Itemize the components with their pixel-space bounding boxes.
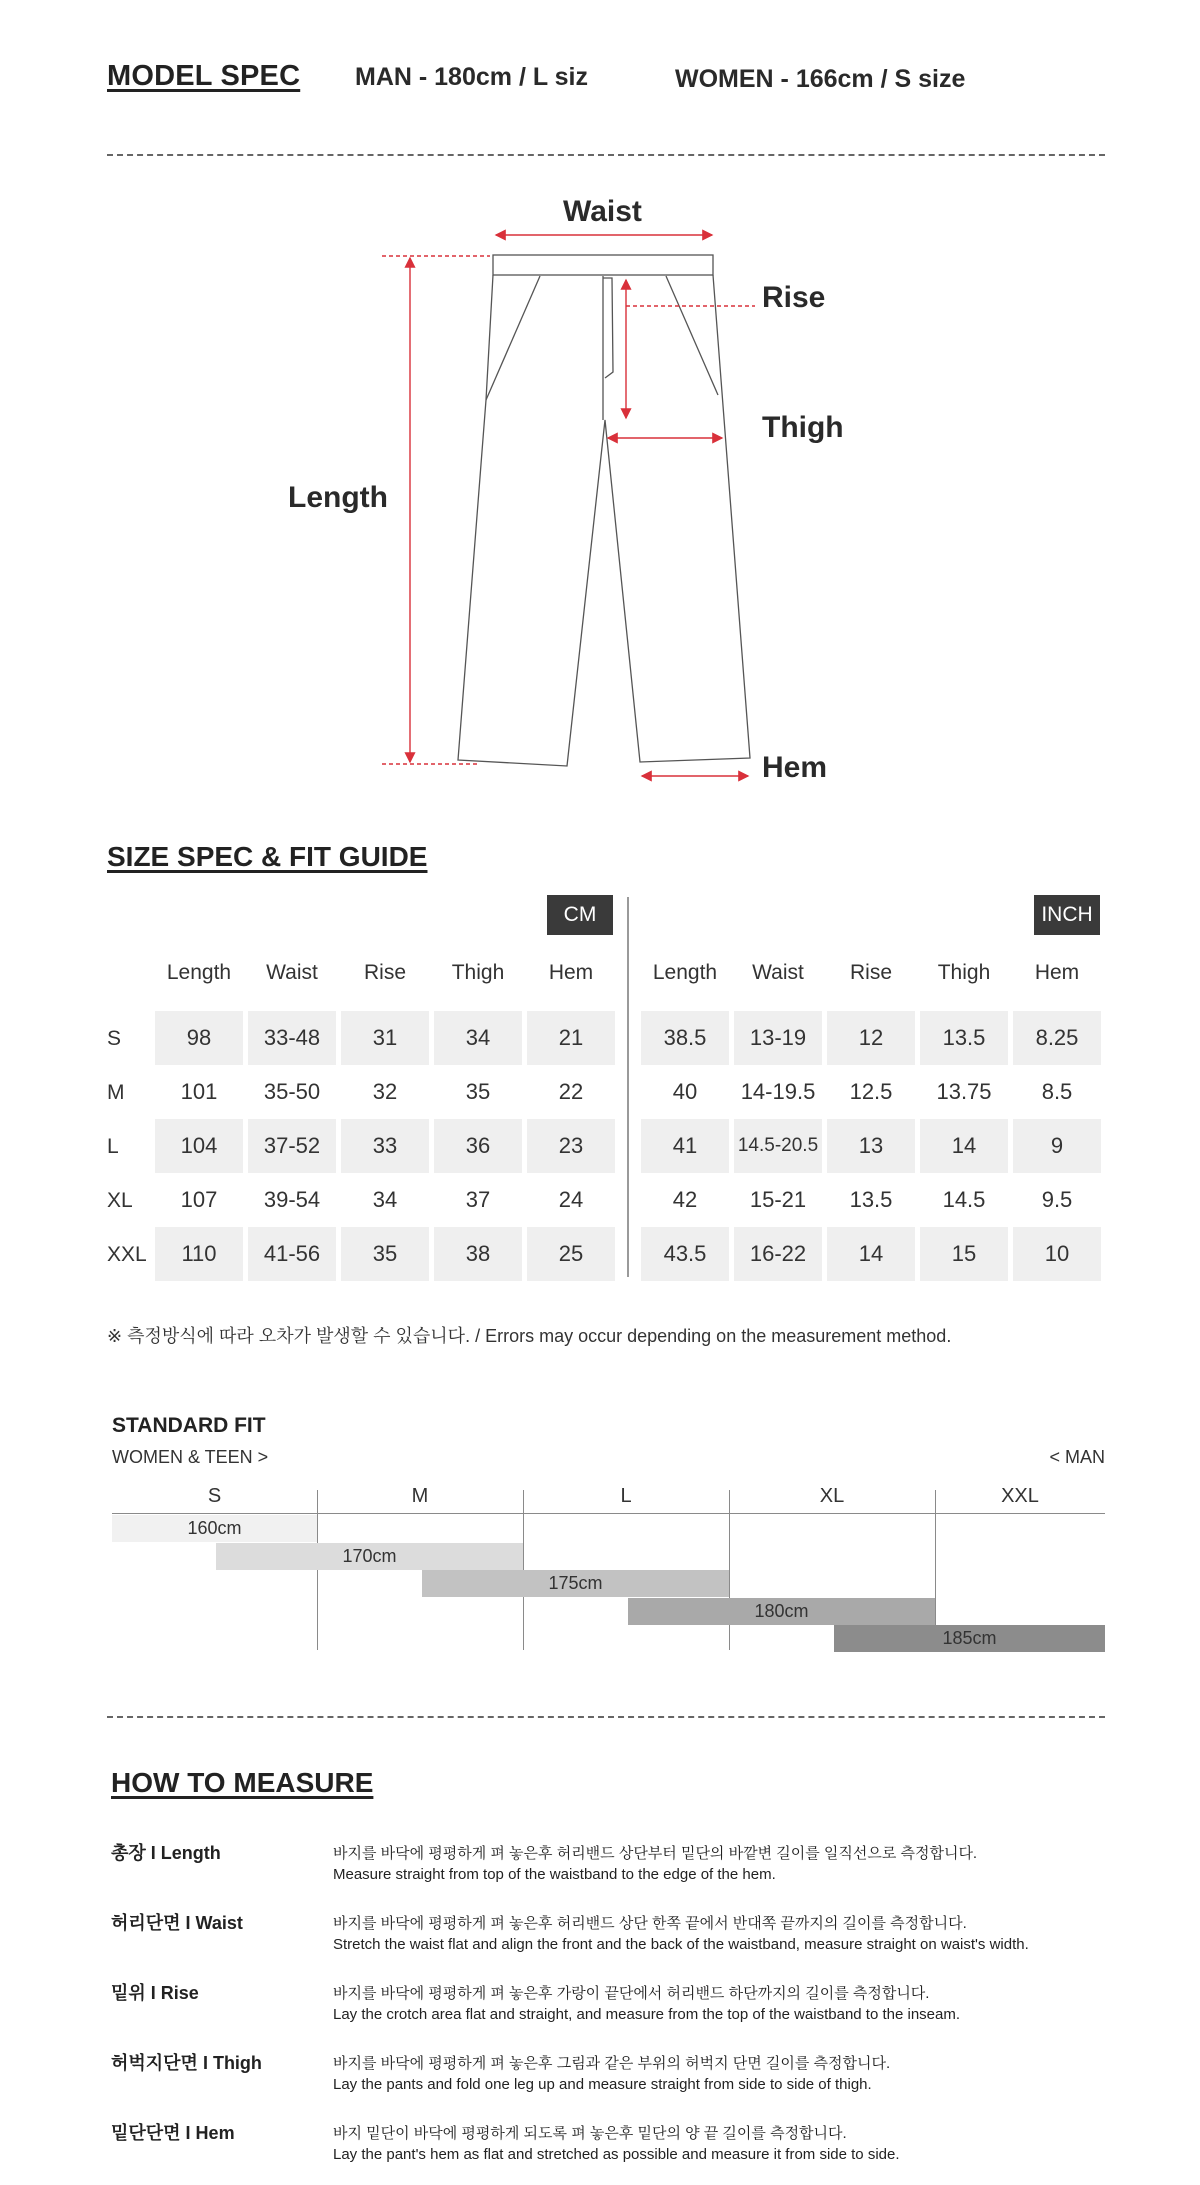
diagram-label-rise: Rise (762, 281, 826, 314)
measurement-note: ※ 측정방식에 따라 오차가 발생할 수 있습니다. / Errors may occur depending on the measurement method. (107, 1326, 952, 1346)
cm-cell: 98 (155, 1011, 243, 1065)
cm-cell: 34 (372, 1187, 398, 1212)
diagram-label-waist: Waist (563, 195, 642, 228)
cm-header-length: Length (166, 961, 232, 984)
cm-cell: 21 (527, 1011, 615, 1065)
table-separator (627, 897, 629, 1277)
measure-label-length: 총장 I Length (111, 1843, 221, 1863)
fit-bar-180: 180cm (628, 1598, 935, 1625)
size-label-s: S (107, 1027, 122, 1050)
fit-divider (317, 1490, 318, 1650)
cm-cell: 24 (558, 1187, 584, 1212)
fit-bar-175: 175cm (422, 1570, 729, 1597)
inch-cell: 15-21 (749, 1187, 807, 1212)
fit-divider (729, 1490, 730, 1650)
size-label-l: L (107, 1135, 119, 1158)
cm-cell: 31 (341, 1011, 429, 1065)
cm-header-hem: Hem (548, 961, 594, 984)
inch-cell: 9 (1013, 1119, 1101, 1173)
model-spec-title: MODEL SPEC (107, 60, 301, 92)
cm-cell: 35 (465, 1079, 491, 1104)
size-label-xxl: XXL (107, 1243, 147, 1266)
fit-size-l: L (620, 1485, 632, 1507)
pants-outline (458, 255, 750, 766)
fit-size-xxl: XXL (1001, 1485, 1039, 1507)
cm-cell: 25 (527, 1227, 615, 1281)
inch-cell: 14 (920, 1119, 1008, 1173)
cm-cell: 23 (527, 1119, 615, 1173)
inch-header-length: Length (652, 961, 718, 984)
cm-cell: 32 (372, 1079, 398, 1104)
unit-badge-cm: CM (547, 895, 613, 935)
measure-desc-en: Lay the pant's hem as flat and stretched as possible and measure it from side to side. (333, 2146, 900, 2163)
inch-cell: 13 (827, 1119, 915, 1173)
size-spec-title: SIZE SPEC & FIT GUIDE (107, 841, 428, 872)
cm-cell: 37-52 (248, 1119, 336, 1173)
inch-cell: 16-22 (734, 1227, 822, 1281)
cm-cell: 37 (465, 1187, 491, 1212)
cm-cell: 33-48 (248, 1011, 336, 1065)
inch-header-thigh: Thigh (937, 961, 991, 984)
man-label: < MAN (1049, 1447, 1105, 1467)
measure-desc-en: Stretch the waist flat and align the front and the back of the waistband, measure straight on waist's width. (333, 1936, 1029, 1953)
measure-desc-en: Lay the pants and fold one leg up and measure straight from side to side of thigh. (333, 2076, 872, 2093)
measure-desc-ko: 바지를 바닥에 평평하게 펴 놓은후 허리밴드 상단 한쪽 끝에서 반대쪽 끝까지의 길이를 측정합니다. (333, 1915, 967, 1932)
diagram-label-thigh: Thigh (762, 411, 844, 444)
inch-cell: 10 (1013, 1227, 1101, 1281)
fit-bar-185: 185cm (834, 1625, 1105, 1652)
inch-cell: 8.25 (1013, 1011, 1101, 1065)
unit-badge-inch: INCH (1034, 895, 1100, 935)
inch-cell: 14.5-20.5 (734, 1119, 822, 1173)
measure-label-thigh: 허벅지단면 I Thigh (111, 2053, 262, 2073)
inch-cell: 13-19 (734, 1011, 822, 1065)
measure-label-rise: 밑위 I Rise (111, 1983, 199, 2003)
cm-cell: 39-54 (263, 1187, 321, 1212)
inch-cell: 40 (672, 1079, 698, 1104)
inch-cell: 14.5 (942, 1187, 986, 1212)
inch-cell: 43.5 (641, 1227, 729, 1281)
inch-cell: 13.5 (920, 1011, 1008, 1065)
inch-cell: 13.5 (849, 1187, 893, 1212)
measure-desc-en: Measure straight from top of the waistband to the edge of the hem. (333, 1866, 776, 1883)
divider-bottom (107, 1716, 1105, 1718)
inch-cell: 12 (827, 1011, 915, 1065)
inch-cell: 14-19.5 (740, 1079, 816, 1104)
size-label-m: M (107, 1081, 125, 1104)
inch-cell: 15 (920, 1227, 1008, 1281)
measure-label-hem: 밑단단면 I Hem (111, 2123, 235, 2143)
inch-cell: 12.5 (849, 1079, 893, 1104)
cm-header-thigh: Thigh (451, 961, 505, 984)
fit-bar-170: 170cm (216, 1543, 523, 1570)
inch-header-hem: Hem (1034, 961, 1080, 984)
pants-diagram (0, 0, 1200, 820)
diagram-label-length: Length (288, 481, 388, 514)
measure-desc-ko: 바지를 바닥에 평평하게 펴 놓은후 허리밴드 상단부터 밑단의 바깥변 길이를 일직선으로 측정합니다. (333, 1845, 978, 1862)
cm-header-waist: Waist (266, 961, 318, 984)
cm-cell: 33 (341, 1119, 429, 1173)
cm-cell: 101 (180, 1079, 218, 1104)
inch-header-waist: Waist (752, 961, 804, 984)
size-label-xl: XL (107, 1189, 133, 1212)
cm-cell: 35-50 (263, 1079, 321, 1104)
cm-cell: 36 (434, 1119, 522, 1173)
cm-cell: 35 (341, 1227, 429, 1281)
inch-cell: 8.5 (1041, 1079, 1073, 1104)
women-teen-label: WOMEN & TEEN > (112, 1447, 269, 1467)
model-spec-women: WOMEN - 166cm / S size (675, 65, 966, 93)
fit-bar-160: 160cm (112, 1515, 317, 1542)
inch-cell: 41 (641, 1119, 729, 1173)
cm-cell: 104 (155, 1119, 243, 1173)
fit-size-s: S (207, 1485, 222, 1507)
model-spec-man: MAN - 180cm / L siz (355, 63, 588, 91)
inch-cell: 42 (672, 1187, 698, 1212)
inch-header-rise: Rise (849, 961, 892, 984)
diagram-label-hem: Hem (762, 751, 828, 784)
fit-size-xl: XL (819, 1485, 845, 1507)
fit-axis-line (112, 1513, 1105, 1514)
cm-cell: 34 (434, 1011, 522, 1065)
cm-cell: 22 (558, 1079, 584, 1104)
cm-cell: 110 (155, 1227, 243, 1281)
inch-cell: 14 (827, 1227, 915, 1281)
cm-header-rise: Rise (363, 961, 406, 984)
inch-cell: 9.5 (1041, 1187, 1073, 1212)
inch-cell: 38.5 (641, 1011, 729, 1065)
how-to-measure-title: HOW TO MEASURE (111, 1767, 374, 1798)
cm-cell: 41-56 (248, 1227, 336, 1281)
measure-desc-ko: 바지를 바닥에 평평하게 펴 놓은후 가랑이 끝단에서 허리밴드 하단까지의 길이를 측정합니다. (333, 1985, 930, 2002)
measure-desc-ko: 바지 밑단이 바닥에 평평하게 되도록 펴 놓은후 밑단의 양 끝 길이를 측정합니다. (333, 2125, 847, 2142)
cm-cell: 38 (434, 1227, 522, 1281)
cm-cell: 107 (180, 1187, 218, 1212)
measure-desc-en: Lay the crotch area flat and straight, and measure from the top of the waistband to the inseam. (333, 2006, 961, 2023)
inch-cell: 13.75 (936, 1079, 992, 1104)
measure-desc-ko: 바지를 바닥에 평평하게 펴 놓은후 그림과 같은 부위의 허벅지 단면 길이를 측정합니다. (333, 2055, 891, 2072)
measure-label-waist: 허리단면 I Waist (111, 1913, 243, 1933)
fit-size-m: M (411, 1485, 429, 1507)
standard-fit-title: STANDARD FIT (112, 1414, 266, 1437)
